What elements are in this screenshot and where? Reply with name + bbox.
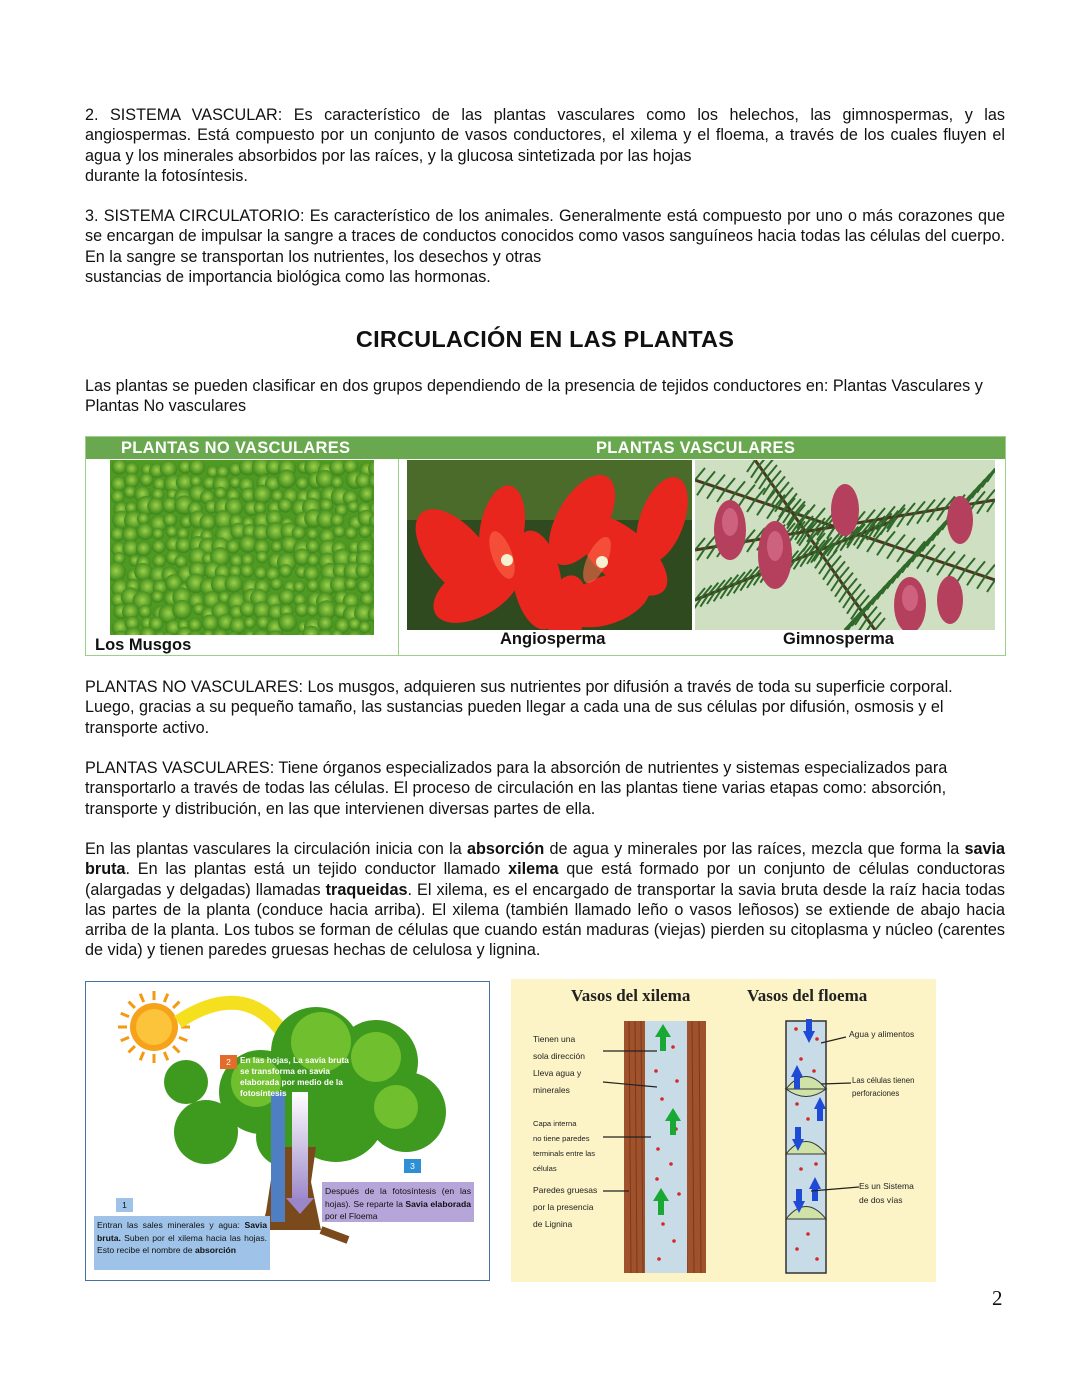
floema-label-agua: Agua y alimentos — [849, 1029, 915, 1039]
paragraph-xilema: En las plantas vasculares la circulación inicia con la absorción de agua y minerales por las raíces, mezcla que forma la savia bruta. En las plantas está un tejido conductor llamado xilema que está formado por un conjunto de células conductoras (alargadas y delgadas) llamadas traqueidas. El xilema, es el encargado de transportar la savia bruta desde la raíz hacia todas las partes de la planta (conduce hacia arriba). El xilema (también llamado leño o vasos leñosos) se extiende de abajo hacia arriba de la planta. Los tubos se forman de células que cuando están maduras (viejas) pierden su citoplasma y núcleo (carentes de vida) y tienen paredes gruesas hechas de celulosa y lignina. — [85, 840, 1006, 960]
xilema-label-3: Paredes gruesas por la presencia de Lignina — [533, 1185, 598, 1229]
label-angiosperma: Angiosperma — [500, 630, 606, 648]
angiosperm-photo — [407, 460, 692, 630]
label-musgos: Los Musgos — [95, 636, 192, 654]
plants-classification-table — [85, 436, 1006, 656]
step-3-note: Después de la fotosíntesis (en las hojas). Se reparte la Savia elaborada por el Floema — [322, 1182, 474, 1222]
paragraph-sistema-circulatorio: 3. SISTEMA CIRCULATORIO: Es característico de los animales. Generalmente está compuesto por uno o más corazones que se encargan de impulsar la sangre a traces de conductos conocidos como vasos sanguíneos hacia todas las células del cuerpo. En la sangre se transportan los nutrientes, los desechos y otras sustancias de importancia biológica como las hormonas. — [85, 207, 1005, 286]
page-number: 2 — [992, 1286, 1003, 1310]
title-xilema: Vasos del xilema — [571, 986, 691, 1005]
step-3-badge: 3 — [404, 1159, 421, 1173]
step-2-badge: 2 — [220, 1055, 237, 1069]
moss-photo — [110, 460, 374, 635]
header-no-vasculares: PLANTAS NO VASCULARES — [121, 439, 351, 457]
xilema-label-2: Capa interna no tiene paredes terminals entre las células — [533, 1119, 596, 1173]
paragraph-no-vasculares: PLANTAS NO VASCULARES: Los musgos, adquieren sus nutrientes por difusión a través de toda su superficie corporal. Luego, gracias a su pequeño tamaño, las sustancias pueden llegar a cada una de sus células por difusión, osmosis y el transporte activo. — [85, 678, 953, 737]
floema-label-dos-vias: Es un Sistema de dos vías — [859, 1181, 914, 1205]
paragraph-sistema-vascular: 2. SISTEMA VASCULAR: Es característico de las plantas vasculares como los helechos, las gimnospermas, y las angiospermas. Está compuesto por un conjunto de vasos conductores, el xilema y el floema, a través de los cuales fluyen el agua y los minerales absorbidos por las raíces, y la glucosa sintetizada por las hojas durante la fotosíntesis. — [85, 106, 1005, 185]
section-title: CIRCULACIÓN EN LAS PLANTAS — [355, 326, 735, 352]
step-2-note: En las hojas, La savia bruta se transforma en savia elaborada por medio de la fotosíntesis — [240, 1055, 349, 1098]
tree-circulation-diagram — [85, 981, 490, 1281]
sun-icon — [118, 991, 190, 1063]
gymnosperm-photo — [695, 460, 995, 630]
label-gimnosperma: Gimnosperma — [783, 630, 894, 648]
floema-label-perforaciones: Las células tienen perforaciones — [852, 1076, 915, 1098]
column-divider — [398, 459, 399, 655]
table-header — [86, 437, 1005, 459]
title-floema: Vasos del floema — [747, 986, 868, 1005]
vessels-diagram — [511, 979, 936, 1282]
paragraph-intro: Las plantas se pueden clasificar en dos grupos dependiendo de la presencia de tejidos conductores en: Plantas Vasculares y Plantas No vasculares — [85, 377, 983, 416]
step-1-note: Entran las sales minerales y agua: Savia bruta. Suben por el xilema hacia las hojas. Esto recibe el nombre de absorción — [94, 1216, 270, 1270]
header-vasculares: PLANTAS VASCULARES — [596, 439, 796, 457]
paragraph-vasculares: PLANTAS VASCULARES: Tiene órganos especializados para la absorción de nutrientes y sistemas especializados para transportarlo a través de todas las células. El proceso de circulación en las plantas tiene varias etapas como: absorción, transporte y distribución, en las que intervienen diversas partes de ella. — [85, 759, 948, 818]
step-1-badge: 1 — [116, 1198, 133, 1212]
xilema-label-1: Tienen una sola dirección Lleva agua y minerales — [533, 1034, 585, 1095]
